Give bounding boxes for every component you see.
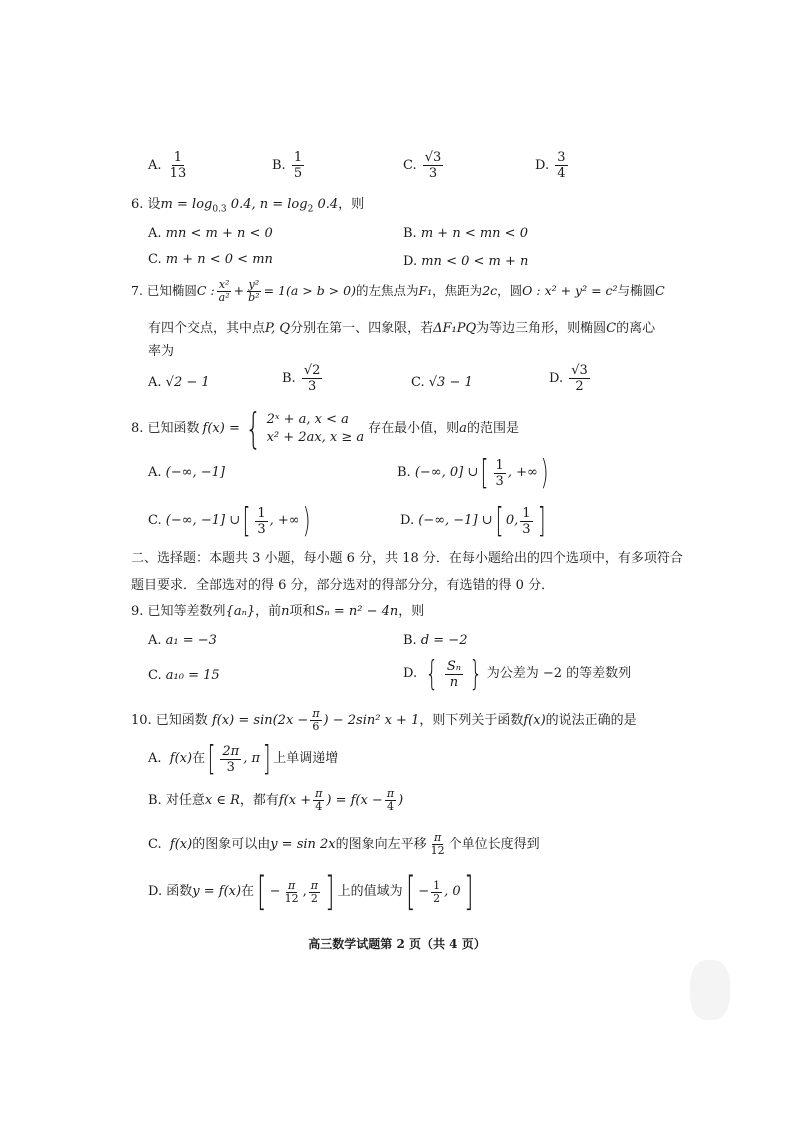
option-text: 0, [505,513,519,528]
brace-icon: { [245,404,262,453]
fraction [283,880,301,905]
numerator: √3 [571,363,588,378]
option-label: B. [397,465,411,480]
function-part: ) [398,792,404,808]
numerator: π [434,831,442,844]
numerator: 1 [293,150,303,165]
option-text: m + n < mn < 0 [420,226,528,241]
page-footer: 高三数学试题第 2 页（共 4 页） [308,937,486,951]
option-text: (−∞, −1] [165,465,225,480]
option-text: 上单调递增 [273,751,339,766]
section-2-line-1 [131,550,683,568]
text: 率为 [148,344,175,359]
q6-stem [131,196,364,214]
brace-close-icon: } [469,654,483,694]
text: 存在最小值，则 [368,421,460,436]
text: ，则 [398,604,425,619]
numerator: √3 [424,150,442,165]
function-name: f(x) = [202,421,240,436]
sign: − [269,884,281,899]
option-label: B. [272,158,286,173]
text: 对任意 [165,792,205,808]
option-text: (−∞, 0] ∪ [414,465,479,480]
option-label: A. [148,465,162,480]
option-text: , 0 [444,884,461,899]
numerator: 1 [522,505,531,521]
bracket-icon: ] [463,869,474,915]
text: 在 [192,751,206,766]
option-text: mn < m + n < 0 [165,226,273,241]
bracket-icon: [ [405,869,416,915]
fraction [302,363,323,394]
denominator: 4 [386,800,394,813]
option-text: (−∞, −1] ∪ [418,513,493,528]
text: 的图象向左平移 [335,836,427,852]
function-part: f(x) = sin(2x − [211,712,309,728]
q6-option-d[interactable] [403,253,528,271]
q8-prefix: 8. 已知函数 [131,421,200,436]
q9-stem [131,603,424,621]
q5-option-b[interactable] [272,150,306,181]
q6-prefix: 6. 设 [131,197,161,212]
denominator: 4 [557,166,566,181]
q7-option-d[interactable] [549,363,592,394]
text: 分别在第一、四象限，若 [290,321,434,336]
q6-base-1: 0.3 [212,204,227,215]
option-label: C. [148,836,162,852]
numerator: √2 [303,363,321,378]
text: 为等边三角形，则椭圆 [476,321,607,336]
paren-icon: ) [540,453,549,493]
text: ，则下列关于函数 [419,712,524,728]
text: 的离心 [616,321,656,336]
option-text: 个单位长度得到 [448,836,540,852]
case-2: x² + 2ax, x ≥ a [266,430,365,445]
q10-option-b[interactable] [148,788,403,813]
text: 二、选择题：本题共 3 小题，每小题 6 分，共 18 分．在每小题给出的四个选项中，有多项符合 [131,551,683,566]
denominator: 2 [433,891,441,905]
q8-stem [131,404,519,453]
paren-icon: ) [302,501,311,541]
q10-stem [131,708,637,733]
numerator: 1 [495,457,504,473]
q9-option-d[interactable] [403,654,632,694]
option-label: A. [148,375,162,390]
denominator: n [449,674,459,690]
triangle: ΔF₁PQ [433,321,477,336]
piecewise [240,404,365,453]
option-label: C. [403,158,417,173]
option-label: B. [282,371,296,386]
option-label: B. [403,226,417,241]
denominator: 2 [310,891,318,905]
ellipse-c: C [655,283,665,298]
denominator: 3 [307,379,317,394]
case-1: 2ˣ + a, x < a [266,412,349,427]
domain: x ∈ R [204,792,240,808]
bracket-icon: [ [257,869,267,915]
option-label: A. [148,158,162,173]
function-name: f(x) [169,751,193,766]
text: 有四个交点，其中点 [148,321,266,336]
option-text: , π [243,751,261,766]
option-label: A. [148,226,162,241]
q5-option-a[interactable] [148,150,190,181]
text: 的左焦点为 [355,283,419,298]
q8-option-c[interactable] [148,501,313,541]
q6-base-2: 2 [307,204,314,215]
text: ，前 [255,604,282,619]
variable: a [459,421,467,436]
cases [267,411,365,447]
option-label: C. [148,668,162,683]
denominator: 12 [430,844,445,857]
q10-option-d[interactable]: D. 函数 y = f(x) 在 [ − $\frac{\pi}{12}$ , $\frac{\pi}{2}$ ] 上的值域为 [ − $\frac{1}{2}$ , 0 ] [148,869,474,915]
text: 上的值域为 [337,884,403,899]
fraction [292,150,304,181]
points: P, Q [265,321,291,336]
option-label: A. [148,751,162,766]
option-label: B. [148,792,162,808]
fraction [385,788,396,813]
numerator: π [312,707,320,720]
denominator: 5 [293,166,303,181]
option-text: , +∞ [269,513,300,528]
denominator: a² [218,291,230,304]
option-text: √3 − 1 [428,375,473,390]
brace-open-icon: { [425,654,439,694]
text: 的说法正确的是 [545,712,637,728]
option-label: C. [148,252,162,267]
fraction [313,788,324,813]
denominator: 3 [495,473,504,489]
text: ，圆 [497,283,523,298]
text: 的图象可以由 [192,836,271,852]
option-label: D. [549,371,564,386]
q7-option-c[interactable] [411,374,473,392]
option-label: D. [535,158,550,173]
numerator: 1 [433,878,441,892]
option-text: d = −2 [420,633,468,648]
fraction [246,279,261,304]
fraction [220,744,241,775]
q6-math-1: m = log [160,197,213,212]
q9-prefix: 9. 已知等差数列 [131,604,226,619]
fraction [520,506,532,537]
numerator: π [386,787,395,800]
text: ，都有 [239,792,279,808]
q9-option-a[interactable] [148,632,217,650]
denominator: 3 [522,521,531,537]
numerator: π [315,787,323,800]
sequence: {aₙ} [225,604,256,619]
function-part: ) − 2sin² x + 1 [323,712,420,728]
fraction [555,150,567,181]
option-label: B. [403,633,417,648]
q8-option-b[interactable] [397,453,551,493]
denominator: 12 [284,891,299,905]
q10-option-a[interactable] [148,739,339,779]
q6-option-a[interactable] [148,225,273,243]
numerator: Sₙ [446,658,462,674]
variable: n [281,604,290,619]
fraction [310,708,321,733]
fraction [168,150,189,181]
fraction [423,150,444,181]
fraction [217,279,232,304]
bracket-icon: [ [480,453,489,493]
numerator: π [287,878,296,892]
fraction [445,659,463,690]
option-text: 为公差为 −2 的等差数列 [486,666,632,681]
q9-option-b[interactable] [403,632,467,650]
numerator: π [310,878,318,892]
numerator: 2π [222,743,240,759]
text: 函数 [166,884,193,899]
option-text: a₁₀ = 15 [165,668,220,683]
numerator: 1 [257,505,266,521]
fraction [431,880,442,905]
option-text: (−∞, −1] ∪ [165,513,241,528]
denominator: 3 [428,166,438,181]
function-eq: y = f(x) [192,884,242,899]
function-eq: y = sin 2x [270,836,336,852]
denominator: 6 [312,720,320,733]
function-part: ) = f(x − [326,792,383,808]
sum-formula: Sₙ = n² − 4n [315,604,399,619]
sign: − [418,884,430,899]
bracket-icon: ] [537,501,546,541]
text: 项和 [289,604,316,619]
option-text: a₁ = −3 [165,633,217,648]
bracket-icon: [ [495,501,504,541]
option-label: C. [411,375,425,390]
fraction [494,458,506,489]
focal-length: 2c [482,283,498,298]
q9-option-c[interactable] [148,667,220,685]
numerator: 3 [557,150,566,165]
bracket-icon: [ [242,501,251,541]
text: 在 [241,884,255,899]
text: 的范围是 [466,421,519,436]
q7-line-1: 7. 已知椭圆C : $\frac{\text{x²}}{\text{a²}}$ + $\frac{\text{y²}}{\text{b²}}$ = 1(a > b > 0)的左焦点为F₁，焦距为2c，圆O : x² + y² = c²与椭圆C [131,278,665,304]
q7-option-b[interactable] [282,363,324,394]
denominator: 13 [169,166,187,181]
ellipse-c: C [606,321,617,336]
focus: F₁ [418,283,433,298]
denominator: 4 [315,800,323,813]
q6-math-2: 0.4, n = log [226,197,308,212]
function-name: f(x) [523,712,546,728]
circle-eq: O : x² + y² = c² [522,283,618,298]
option-text: , +∞ [507,465,538,480]
fraction [569,363,590,394]
text: 与椭圆 [617,283,656,298]
numerator: 1 [173,150,183,165]
option-label: C. [148,513,162,528]
q10-option-c[interactable] [148,832,540,857]
bracket-icon: ] [325,869,335,915]
bracket-icon: [ [207,739,216,779]
q7-option-a[interactable] [148,374,210,392]
function-name: f(x) [169,836,193,852]
function-part: f(x + [278,792,312,808]
denominator: b² [248,291,260,304]
q6-option-b[interactable] [403,225,528,243]
numerator: y² [248,278,260,291]
q7-prefix: 7. 已知椭圆 [131,283,197,298]
option-text: √2 − 1 [165,375,210,390]
fraction [429,832,447,857]
numerator: x² [218,278,230,291]
q7-line-2 [148,320,655,338]
q6-tail: ，则 [338,197,365,212]
ellipse-eq: = 1(a > b > 0) [263,283,356,298]
q5-option-c[interactable] [403,150,445,181]
option-text: mn < 0 < m + n [421,254,529,269]
option-label: D. [403,254,418,269]
q7-line-3 [148,343,174,361]
q6-option-c[interactable] [148,251,273,269]
q10-prefix: 10. 已知函数 [131,712,208,728]
q8-option-a[interactable] [148,464,225,482]
fraction [255,506,267,537]
denominator: 3 [257,521,266,537]
option-label: D. [148,884,163,899]
scan-smudge [690,960,730,1020]
q5-option-d[interactable] [535,150,570,181]
option-label: D. [400,513,415,528]
fraction [309,880,320,905]
bracket-icon: ] [262,739,271,779]
option-label: D. [403,666,418,681]
option-text: m + n < 0 < mn [165,252,273,267]
option-label: A. [148,633,162,648]
denominator: 3 [226,759,235,775]
text: ，焦距为 [432,283,483,298]
ellipse-name: C : [196,283,215,298]
text: 题目要求．全部选对的得 6 分，部分选对的得部分分，有选错的得 0 分． [131,578,555,593]
q8-option-d[interactable] [400,501,548,541]
section-2-line-2 [131,577,554,595]
denominator: 2 [575,379,584,394]
q6-math-3: 0.4 [313,197,339,212]
